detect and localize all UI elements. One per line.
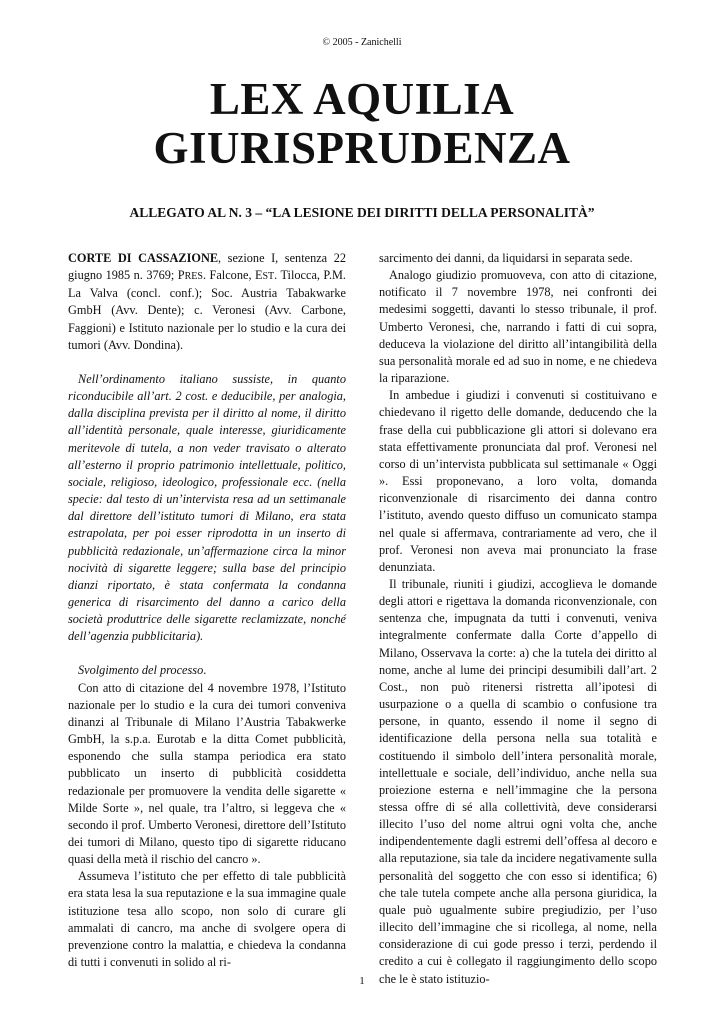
left-column (68, 250, 346, 971)
pres-abbrev: RES (184, 271, 203, 283)
paragraph: Con atto di citazione del 4 novembre 1978, l’Istituto nazionale per lo studio e la cura dei tumori conveniva dinanzi al Tribunale di Milano l’Austria Tabakwerke GmbH, la s.p.a. Eurotab e la ditta Comet pubblicità, esponendo che sulla stampa periodica era stato pubblicato un inserto di pubblicità cosiddetta redazionale per promuovere la vendita delle sigarette « Milde Sorte », nel quale, tra l’altro, si leggeva che « secondo il prof. Umberto Veronesi, direttore dell’Istituto dei tumori di Milano, questo tipo di sigarette riducano quasi della metà il rischio del cancro ». (68, 680, 346, 867)
paragraph: Assumeva l’istituto che per effetto di tale pubblicità era stata lesa la sua reputazione e la sua immagine quale istituzione tesa allo scopo, non solo di curare gli ammalati di cancro, ma anche di svolgere opera di prevenzione contro la malattia, e chiedeva la condanna di tutti i convenuti in solido al ri- (68, 869, 346, 970)
right-column (379, 250, 657, 988)
page-number: 1 (359, 975, 365, 987)
section-heading (68, 662, 346, 679)
court-name: CORTE DI CASSAZIONE (68, 251, 219, 265)
est-abbrev: ST (262, 271, 275, 283)
paragraph: In ambedue i giudizi i convenuti si costituivano e chiedevano il rigetto delle domande, deducendo che la frase della cui pubblicazione gli attori si dolevano era stata effettivamente pronunciata dal prof. Veronesi nel corso di un’intervista pubblicata sul settimanale « Oggi ». Essi proponevano, a loro volta, domanda riconvenzionale di risarcimento dei danna contro l’istituto, avendo questo diffuso un comunicato stampa nel quale si affermava, contrariamente ad vero, che il prof. Veronesi non aveva mai pronunciato la frase denunziata. (379, 388, 657, 574)
section-heading-dot: . (203, 663, 207, 678)
case-header (68, 250, 346, 354)
section-heading-text: Svolgimento del processo (78, 663, 204, 678)
title-line-2: GIURISPRUDENZA (153, 123, 571, 173)
case-header-text-a: , sezione I, sentenza 22 giugno 1985 n. 3769; P (68, 251, 346, 283)
case-header-text-b: . Falcone, E (202, 268, 263, 283)
paragraph: Il tribunale, riuniti i giudizi, accoglieva le domande degli attori e rigettava la domanda riconvenzionale, con sentenza che, impugnata da tutti i convenuti, veniva integralmente confermate dalla Corte d’appello di Milano, Osservava la corte: a) che la tutela dei diritto al nome, anche al lume dei principi desumibili dall’art. 2 Cost., non può ritenersi ristretta all’ipotesi di usurpazione o a quella di scambio o confusione tra persone, in quanto, essendo il nome il segno di identificazione della persona nella sua totalità e costituendo il simbolo dell’intera personalità morale, intellettuale e sociale, dell’individuo, anche nella sua proiezione esterna e nell’immagine che la persona stessa offre di sé alla collettività, deve considerarsi illecito l’uso del nome altrui ogni volta che, anche indipendentemente dagli estremi dell’offesa al decoro e alla reputazione, sia tale da incidere negativamente sulla personalità del soggetto che con esso si identifica; 6) che tale tutela compete anche alla persona giuridica, la quale può ugualmente subire pregiudizio, per l’uso illecito dell’immagine che si ricollega, al nome, nella considerazione di cui gode presso i terzi, perdendo il credito a cui è collegato il raggiungimento dello scopo che le è stato istituzio- (379, 576, 657, 986)
headnote: Nell’ordinamento italiano sussiste, in quanto riconducibile all’art. 2 cost. e deducibile, per analogia, dalla disciplina prevista per il diritto al nome, il diritto all’identità personale, quale interesse, giuridicamente meritevole di tutela, a non veder travisato o alterato all’esterno il proprio patrimonio intellettuale, politico, sociale, religioso, ideologico, professionale ecc. (nella specie: dal testo di un’intervista resa ad un settimanale dal direttore dell’istituto tumori di Milano, era stata estrapolata, per poi esser riprodotta in un inserto di pubblicità redazionale, un’affermazione circa la minor nocività di sigarette leggere; sulla base del principio dianzi riportato, è stata confermata la condanna generica di risarcimento del danno a carico della società produttrice delle sigarette reclamizzate, nonché dell’agenzia pubblicitaria). (68, 371, 346, 644)
title-line-1: LEX AQUILIA (209, 74, 515, 124)
document-subtitle: ALLEGATO AL N. 3 – “LA LESIONE DEI DIRITTI DELLA PERSONALITÀ” (129, 205, 595, 220)
case-header-text-c: . Tilocca, P.M. La Valva (concl. conf.); Soc. Austria Tabakwarke GmbH (Avv. Dente); c. Veronesi (Avv. Carbone, Faggioni) e Istituto nazionale per lo studio e la cura dei tumori (Avv. Dondina). (68, 268, 346, 352)
paragraph: Analogo giudizio promuoveva, con atto di citazione, notificato il 7 novembre 1978, nei confronti dei medesimi soggetti, davanti lo stesso tribunale, il prof. Umberto Veronesi, che, narrando i fatti di cui sopra, deduceva la violazione del diritto all’intangibilità della sua personalità morale ed ad suo in nome, e ne chiedeva la riparazione. (379, 268, 657, 386)
copyright-notice: © 2005 - Zanichelli (322, 37, 402, 48)
paragraph: sarcimento dei danni, da liquidarsi in separata sede. (379, 251, 633, 265)
